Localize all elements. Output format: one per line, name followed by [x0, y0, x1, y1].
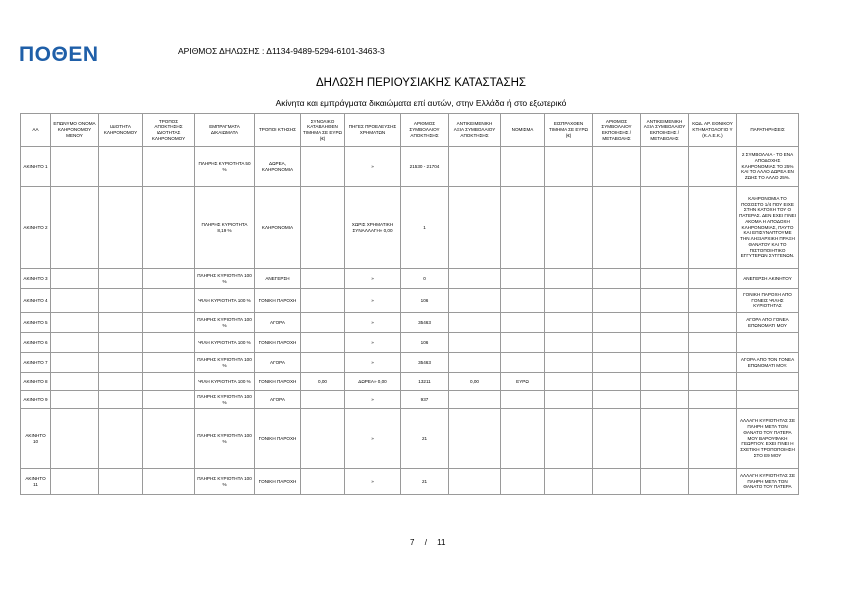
- table-cell: [689, 373, 737, 391]
- table-cell: [593, 269, 641, 289]
- table-cell: [99, 289, 143, 313]
- row-label: ΑΚΙΝΗΤΟ 1: [21, 147, 51, 187]
- table-cell: [301, 353, 345, 373]
- page-separator: /: [424, 538, 427, 547]
- column-header: ΑΑ: [21, 114, 51, 147]
- table-cell: [641, 289, 689, 313]
- table-cell: [593, 353, 641, 373]
- table-cell: [501, 409, 545, 469]
- table-cell: 21530 - 21704: [401, 147, 449, 187]
- table-cell: [51, 147, 99, 187]
- table-cell: [449, 187, 501, 269]
- table-cell: [641, 147, 689, 187]
- table-cell: ΠΛΗΡΗΣ ΚΥΡΙΟΤΗΤΑ 50 %: [195, 147, 255, 187]
- table-cell: [641, 469, 689, 495]
- row-label: ΑΚΙΝΗΤΟ 2: [21, 187, 51, 269]
- column-header: ΠΑΡΑΤΗΡΗΣΕΙΣ: [737, 114, 799, 147]
- table-cell: ΠΛΗΡΗΣ ΚΥΡΙΟΤΗΤΑ 8,19 %: [195, 187, 255, 269]
- table-cell: [545, 313, 593, 333]
- table-cell: [99, 333, 143, 353]
- table-cell: [301, 313, 345, 333]
- table-cell: ΧΩΡΙΣ ΧΡΗΜΑΤΙΚΗ ΣΥΝΑΛΛΑΓΗ» 0,00: [345, 187, 401, 269]
- table-cell: [545, 409, 593, 469]
- row-label: ΑΚΙΝΗΤΟ 10: [21, 409, 51, 469]
- column-header: ΚΩΔ. ΑΡ. ΕΘΝΙΚΟΥ ΚΤΗΜΑΤΟΛΟΓΙΟ Υ (Κ.Α.Ε.Κ.): [689, 114, 737, 147]
- table-cell: [51, 373, 99, 391]
- column-header: ΕΠΩΝΥΜΟ ΟΝΟΜΑ ΚΛΗΡΟΝΟΜΟΥ ΜΕΝΟΥ: [51, 114, 99, 147]
- column-header: ΤΡΟΠΟΙ ΚΤΗΣΗΣ: [255, 114, 301, 147]
- table-row: [21, 469, 799, 495]
- table-cell: [143, 313, 195, 333]
- column-header: ΑΡΙΘΜΟΣ ΣΥΜΒΟΛΑΙΟΥ ΕΚΠΟΙΗΣΗΣ /ΜΕΤΑΒΟΛΗΣ: [593, 114, 641, 147]
- table-cell: [301, 187, 345, 269]
- table-cell: [689, 353, 737, 373]
- row-label: ΑΚΙΝΗΤΟ 5: [21, 313, 51, 333]
- table-cell: ΠΛΗΡΗΣ ΚΥΡΙΟΤΗΤΑ 100 %: [195, 353, 255, 373]
- table-cell: [301, 409, 345, 469]
- table-cell: [301, 269, 345, 289]
- table-cell: [143, 373, 195, 391]
- table-cell: [689, 269, 737, 289]
- table-row: [21, 147, 799, 187]
- table-cell: [51, 469, 99, 495]
- table-cell: ΓΟΝΙΚΗ ΠΑΡΟΧΗ: [255, 289, 301, 313]
- table-cell: [641, 269, 689, 289]
- table-cell: [641, 409, 689, 469]
- table-cell: »: [345, 353, 401, 373]
- table-cell: ΑΝΕΓΕΡΣΗ ΑΚΙΝΗΤΟΥ: [737, 269, 799, 289]
- table-cell: [689, 313, 737, 333]
- table-cell: ΑΓΟΡΑ: [255, 353, 301, 373]
- table-cell: [143, 269, 195, 289]
- table-row: [21, 187, 799, 269]
- table-cell: ΠΛΗΡΗΣ ΚΥΡΙΟΤΗΤΑ 100 %: [195, 391, 255, 409]
- column-header: ΝΟΜΙΣΜΑ: [501, 114, 545, 147]
- assets-table: [20, 113, 799, 495]
- table-row: [21, 391, 799, 409]
- table-cell: [99, 391, 143, 409]
- table-cell: [301, 289, 345, 313]
- table-cell: [689, 147, 737, 187]
- table-cell: [449, 269, 501, 289]
- table-cell: [449, 409, 501, 469]
- table-cell: ΨΙΛΗ ΚΥΡΙΟΤΗΤΑ 100 %: [195, 373, 255, 391]
- row-label: ΑΚΙΝΗΤΟ 8: [21, 373, 51, 391]
- table-cell: [689, 333, 737, 353]
- table-cell: [593, 391, 641, 409]
- table-cell: [689, 391, 737, 409]
- table-cell: 13211: [401, 373, 449, 391]
- table-cell: [593, 409, 641, 469]
- table-cell: 35463: [401, 353, 449, 373]
- table-cell: [545, 333, 593, 353]
- table-cell: ΠΛΗΡΗΣ ΚΥΡΙΟΤΗΤΑ 100 %: [195, 469, 255, 495]
- table-cell: 0: [401, 269, 449, 289]
- table-cell: [593, 147, 641, 187]
- table-cell: [593, 187, 641, 269]
- table-cell: [99, 353, 143, 373]
- table-cell: [641, 373, 689, 391]
- table-cell: ΔΩΡΕΑ» 0,00: [345, 373, 401, 391]
- table-cell: ΠΛΗΡΗΣ ΚΥΡΙΟΤΗΤΑ 100 %: [195, 269, 255, 289]
- table-cell: ΓΟΝΙΚΗ ΠΑΡΟΧΗ: [255, 469, 301, 495]
- table-cell: [301, 391, 345, 409]
- current-page: 7: [410, 538, 415, 547]
- table-cell: [143, 147, 195, 187]
- table-body: [21, 147, 799, 495]
- row-label: ΑΚΙΝΗΤΟ 6: [21, 333, 51, 353]
- table-cell: [449, 391, 501, 409]
- table-cell: [545, 187, 593, 269]
- table-cell: 106: [401, 333, 449, 353]
- table-cell: [689, 187, 737, 269]
- table-cell: [51, 391, 99, 409]
- table-cell: [449, 469, 501, 495]
- table-cell: »: [345, 289, 401, 313]
- table-cell: [545, 373, 593, 391]
- table-cell: [689, 289, 737, 313]
- declaration-number: [178, 46, 385, 56]
- row-label: ΑΚΙΝΗΤΟ 7: [21, 353, 51, 373]
- table-cell: [641, 333, 689, 353]
- table-cell: [689, 469, 737, 495]
- table-cell: ΓΟΝΙΚΗ ΠΑΡΟΧΗ: [255, 373, 301, 391]
- table-cell: [737, 373, 799, 391]
- table-cell: 2 ΣΥΜΒΟΛΑΙΑ - ΤΟ ΕΝΑ ΑΠΟΔΟΧΗΣ ΚΛΗΡΟΝΟΜΙΑΣ ΤΟ 25% ΚΑΙ ΤΟ ΑΛΛΟ ΔΩΡΕΑ ΕΝ ΖΩΗΣ ΤΟ ΑΛΛΟ 25%.: [737, 147, 799, 187]
- table-cell: [99, 409, 143, 469]
- table-cell: ΑΛΛΑΓΗ ΚΥΡΙΟΤΗΤΑΣ ΣΕ ΠΛΗΡΗ ΜΕΤΑ ΤΟΝ ΘΑΝΑΤΟ ΤΟΥ ΠΑΤΕΡΑ: [737, 469, 799, 495]
- column-header: ΠΗΓΕΣ ΠΡΟΕΛΕΥΣΗΣ ΧΡΗΜΑΤΩΝ: [345, 114, 401, 147]
- table-cell: 937: [401, 391, 449, 409]
- table-cell: [301, 333, 345, 353]
- row-label: ΑΚΙΝΗΤΟ 3: [21, 269, 51, 289]
- table-cell: [545, 147, 593, 187]
- table-row: [21, 353, 799, 373]
- table-cell: [593, 469, 641, 495]
- table-cell: [501, 289, 545, 313]
- column-header: ΣΥΝΟΛΙΚΟ ΚΑΤΑΒΛΗΘΕΝ ΤΙΜΗΜΑ ΣΕ ΕΥΡΩ (€): [301, 114, 345, 147]
- table-cell: [51, 353, 99, 373]
- table-cell: [143, 391, 195, 409]
- page-subtitle: Ακίνητα και εμπράγματα δικαιώματα επί αυτών, στην Ελλάδα ή στο εξωτερικό: [275, 98, 567, 108]
- column-header: ΕΙΣΠΡΑΧΘΕΝ ΤΙΜΗΜΑ ΣΕ ΕΥΡΩ (€): [545, 114, 593, 147]
- table-row: [21, 373, 799, 391]
- table-cell: [99, 187, 143, 269]
- table-cell: »: [345, 333, 401, 353]
- table-cell: [737, 333, 799, 353]
- table-cell: 21: [401, 409, 449, 469]
- table-cell: [51, 313, 99, 333]
- table-cell: »: [345, 313, 401, 333]
- table-cell: [737, 391, 799, 409]
- table-cell: [449, 353, 501, 373]
- table-cell: ΑΓΟΡΑ: [255, 391, 301, 409]
- table-cell: ΕΥΡΩ: [501, 373, 545, 391]
- column-header: ΕΜΠΡΑΓΜΑΤΑ ΔΙΚΑΙΩΜΑΤΑ: [195, 114, 255, 147]
- table-cell: ΠΛΗΡΗΣ ΚΥΡΙΟΤΗΤΑ 100 %: [195, 313, 255, 333]
- table-cell: [501, 269, 545, 289]
- table-cell: 0,00: [449, 373, 501, 391]
- table-cell: [449, 147, 501, 187]
- table-cell: [143, 187, 195, 269]
- total-pages: 11: [437, 538, 446, 547]
- table-cell: 0,00: [301, 373, 345, 391]
- table-cell: ΑΛΛΑΓΗ ΚΥΡΙΟΤΗΤΑΣ ΣΕ ΠΛΗΡΗ ΜΕΤΑ ΤΟΝ ΘΑΝΑΤΟ ΤΟΥ ΠΑΤΕΡΑ ΜΟΥ ΒΑΡΟΥΦΑΚΗ ΓΕΩΡΓΙΟΥ. ΕΧΕΙ ΓΙΝΕΙ Η ΣΧΕΤΙΚΗ ΤΡΟΠΟΠΟΙΗΣΗ ΣΤΟ Ε9 ΜΟΥ: [737, 409, 799, 469]
- column-header: ΙΔΙΟΤΗΤΑ ΚΛΗΡΟΝΟΜΟΥ: [99, 114, 143, 147]
- table-cell: [99, 269, 143, 289]
- table-cell: [641, 187, 689, 269]
- table-cell: [99, 147, 143, 187]
- table-cell: [545, 391, 593, 409]
- table-cell: 35463: [401, 313, 449, 333]
- table-cell: [51, 333, 99, 353]
- table-cell: [143, 409, 195, 469]
- column-header: ΑΡΙΘΜΟΣ ΣΥΜΒΟΛΑΙΟΥ ΑΠΟΚΤΗΣΗΣ: [401, 114, 449, 147]
- column-header: ΤΡΟΠΟΣ ΑΠΟΚΤΗΣΗΣ ΙΔΙΟΤΗΤΑΣ ΚΛΗΡΟΝΟΜΟΥ: [143, 114, 195, 147]
- table-cell: [51, 269, 99, 289]
- row-label: ΑΚΙΝΗΤΟ 11: [21, 469, 51, 495]
- table-row: [21, 269, 799, 289]
- declaration-value: Δ1134-9489-5294-6101-3463-3: [266, 46, 385, 56]
- table-cell: [449, 289, 501, 313]
- table-cell: [545, 469, 593, 495]
- table-cell: [545, 289, 593, 313]
- table-cell: [545, 353, 593, 373]
- table-cell: [99, 469, 143, 495]
- table-cell: ΑΓΟΡΑ ΑΠΟ ΓΟΝΕΑ ΕΠΩΝΟΜΑΤΙ ΜΟΥ: [737, 313, 799, 333]
- table-cell: [301, 469, 345, 495]
- table-cell: ΔΩΡΕΑ, ΚΛΗΡΟΝΟΜΙΑ: [255, 147, 301, 187]
- table-cell: [501, 391, 545, 409]
- table-cell: ΓΟΝΙΚΗ ΠΑΡΟΧΗ ΑΠΟ ΓΟΝΕΙΣ ΨΙΛΗΣ ΚΥΡΙΟΤΗΤΑΣ: [737, 289, 799, 313]
- page-title: ΔΗΛΩΣΗ ΠΕΡΙΟΥΣΙΑΚΗΣ ΚΑΤΑΣΤΑΣΗΣ: [315, 77, 526, 89]
- poten-logo: ΠΟΘΕΝ: [19, 43, 99, 66]
- table-cell: [143, 289, 195, 313]
- table-cell: 21: [401, 469, 449, 495]
- table-cell: ΑΓΟΡΑ: [255, 313, 301, 333]
- table-cell: [593, 333, 641, 353]
- table-cell: ΚΛΗΡΟΝΟΜΙΑ: [255, 187, 301, 269]
- table-cell: [641, 391, 689, 409]
- table-row: [21, 313, 799, 333]
- table-cell: [143, 353, 195, 373]
- table-cell: [545, 269, 593, 289]
- table-cell: [501, 353, 545, 373]
- table-cell: ΠΛΗΡΗΣ ΚΥΡΙΟΤΗΤΑ 100 %: [195, 409, 255, 469]
- table-row: [21, 409, 799, 469]
- column-header: ΑΝΤΙΚΕΙΜΕΝΙΚΗ ΑΞΙΑ ΣΥΜΒΟΛΑΙΟΥ ΕΚΠΟΙΗΣΗΣ / ΜΕΤΑΒΟΛΗΣ: [641, 114, 689, 147]
- table-cell: [593, 373, 641, 391]
- table-cell: [51, 289, 99, 313]
- table-cell: [99, 313, 143, 333]
- row-label: ΑΚΙΝΗΤΟ 4: [21, 289, 51, 313]
- table-cell: [641, 353, 689, 373]
- table-cell: »: [345, 269, 401, 289]
- table-cell: [449, 313, 501, 333]
- table-cell: [501, 333, 545, 353]
- table-cell: ΓΟΝΙΚΗ ΠΑΡΟΧΗ: [255, 409, 301, 469]
- table-cell: [51, 187, 99, 269]
- table-cell: »: [345, 147, 401, 187]
- table-cell: ΨΙΛΗ ΚΥΡΙΟΤΗΤΑ 100 %: [195, 289, 255, 313]
- row-label: ΑΚΙΝΗΤΟ 9: [21, 391, 51, 409]
- declaration-label: ΑΡΙΘΜΟΣ ΔΗΛΩΣΗΣ :: [178, 46, 265, 56]
- table-cell: [593, 313, 641, 333]
- table-cell: ΚΛΗΡΟΝΟΜΙΑ ΤΟ ΠΟΣΟΣΤΟ 1/4 ΠΟΥ ΕΙΧΕ ΣΤΗΝ ΚΑΤΟΧΗ ΤΟΥ Ο ΠΑΤΕΡΑΣ. ΔΕΝ ΕΧΕΙ ΓΙΝΕΙ ΑΚΟΜΑ Η ΑΠΟΔΟΧΗ ΚΛΗΡΟΝΟΜΙΑΣ, ΠΑΥΤΟ ΚΑΙ ΕΠΙΣΥΝΑΠΤΟΥΜΕ ΤΗΝ ΛΗΞΙΑΡΧΙΚΗ ΠΡΑΞΗ ΘΑΝΑΤΟΥ ΚΑΙ ΤΟ ΠΙΣΤΟΠΟΙΗΤΙΚΟ ΕΓΓΥΤΕΡΩΝ ΣΥΓΓΕΝΩΝ.: [737, 187, 799, 269]
- table-cell: »: [345, 391, 401, 409]
- table-cell: 106: [401, 289, 449, 313]
- table-cell: [501, 313, 545, 333]
- table-cell: ΨΙΛΗ ΚΥΡΙΟΤΗΤΑ 100 %: [195, 333, 255, 353]
- table-cell: [449, 333, 501, 353]
- page-number: [410, 538, 445, 547]
- table-cell: ΓΟΝΙΚΗ ΠΑΡΟΧΗ: [255, 333, 301, 353]
- table-cell: [501, 187, 545, 269]
- table-cell: [99, 373, 143, 391]
- table-cell: 1: [401, 187, 449, 269]
- table-row: [21, 289, 799, 313]
- table-row: [21, 333, 799, 353]
- column-header: ΑΝΤΙΚΕΙΜΕΝΙΚΗ ΑΞΙΑ ΣΥΜΒΟΛΑΙΟΥ ΑΠΟΚΤΗΣΗΣ: [449, 114, 501, 147]
- table-cell: [593, 289, 641, 313]
- table-cell: [641, 313, 689, 333]
- table-cell: [143, 469, 195, 495]
- table-cell: [501, 147, 545, 187]
- table-cell: »: [345, 469, 401, 495]
- table-cell: »: [345, 409, 401, 469]
- table-cell: [501, 469, 545, 495]
- table-cell: [301, 147, 345, 187]
- table-cell: ΑΝΕΓΕΡΣΗ: [255, 269, 301, 289]
- table-header-row: [21, 114, 799, 147]
- table-cell: [143, 333, 195, 353]
- table-cell: [689, 409, 737, 469]
- table-cell: [51, 409, 99, 469]
- table-cell: ΑΓΟΡΑ ΑΠΟ ΤΟΝ ΓΟΝΕΑ ΕΠΩΝΟΜΑΤΙ ΜΟΥ.: [737, 353, 799, 373]
